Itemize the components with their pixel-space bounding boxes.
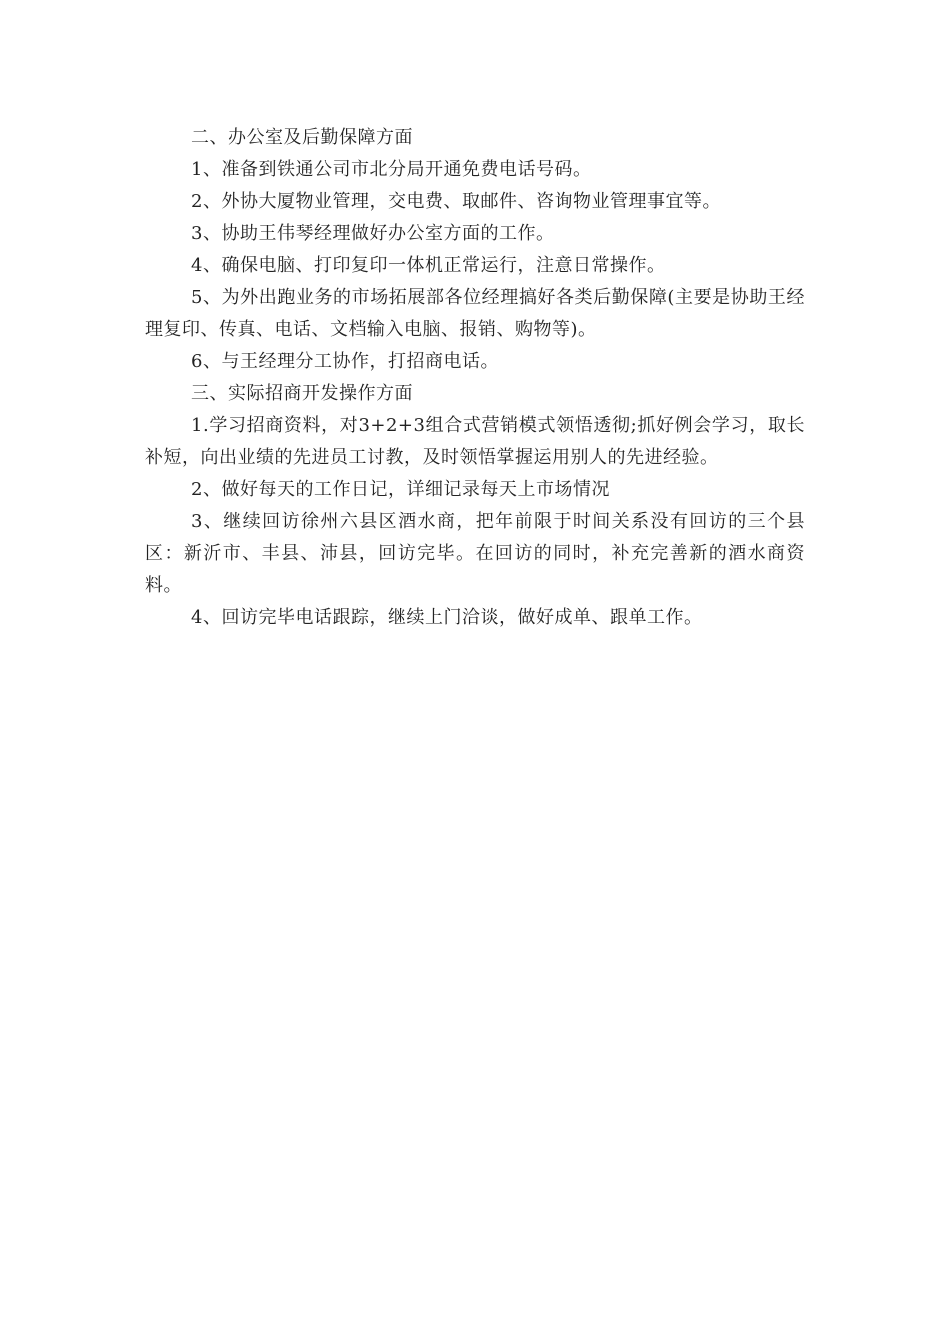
paragraph-item: 5、为外出跑业务的市场拓展部各位经理搞好各类后勤保障(主要是协助王经理复印、传真、电话、文档输入电脑、报销、购物等)。 <box>145 287 805 340</box>
paragraph-item: 3、协助王伟琴经理做好办公室方面的工作。 <box>191 223 555 244</box>
paragraph-item: 4、确保电脑、打印复印一体机正常运行，注意日常操作。 <box>191 255 666 276</box>
document-body <box>145 122 805 634</box>
paragraph-item: 3、继续回访徐州六县区酒水商，把年前限于时间关系没有回访的三个县区：新沂市、丰县、沛县，回访完毕。在回访的同时，补充完善新的酒水商资料。 <box>145 511 805 596</box>
paragraph-item: 2、做好每天的工作日记，详细记录每天上市场情况 <box>191 479 610 500</box>
paragraph-item: 1.学习招商资料，对3+2+3组合式营销模式领悟透彻;抓好例会学习，取长补短，向出业绩的先进员工讨教，及时领悟掌握运用别人的先进经验。 <box>145 415 805 468</box>
paragraph-item: 6、与王经理分工协作，打招商电话。 <box>191 351 499 372</box>
paragraph-item: 2、外协大厦物业管理，交电费、取邮件、咨询物业管理事宜等。 <box>191 191 721 212</box>
section-heading-investment: 三、实际招商开发操作方面 <box>191 383 413 404</box>
paragraph-item: 4、回访完毕电话跟踪，继续上门洽谈，做好成单、跟单工作。 <box>191 607 703 628</box>
section-heading-office: 二、办公室及后勤保障方面 <box>191 127 413 148</box>
paragraph-item: 1、准备到铁通公司市北分局开通免费电话号码。 <box>191 159 592 180</box>
